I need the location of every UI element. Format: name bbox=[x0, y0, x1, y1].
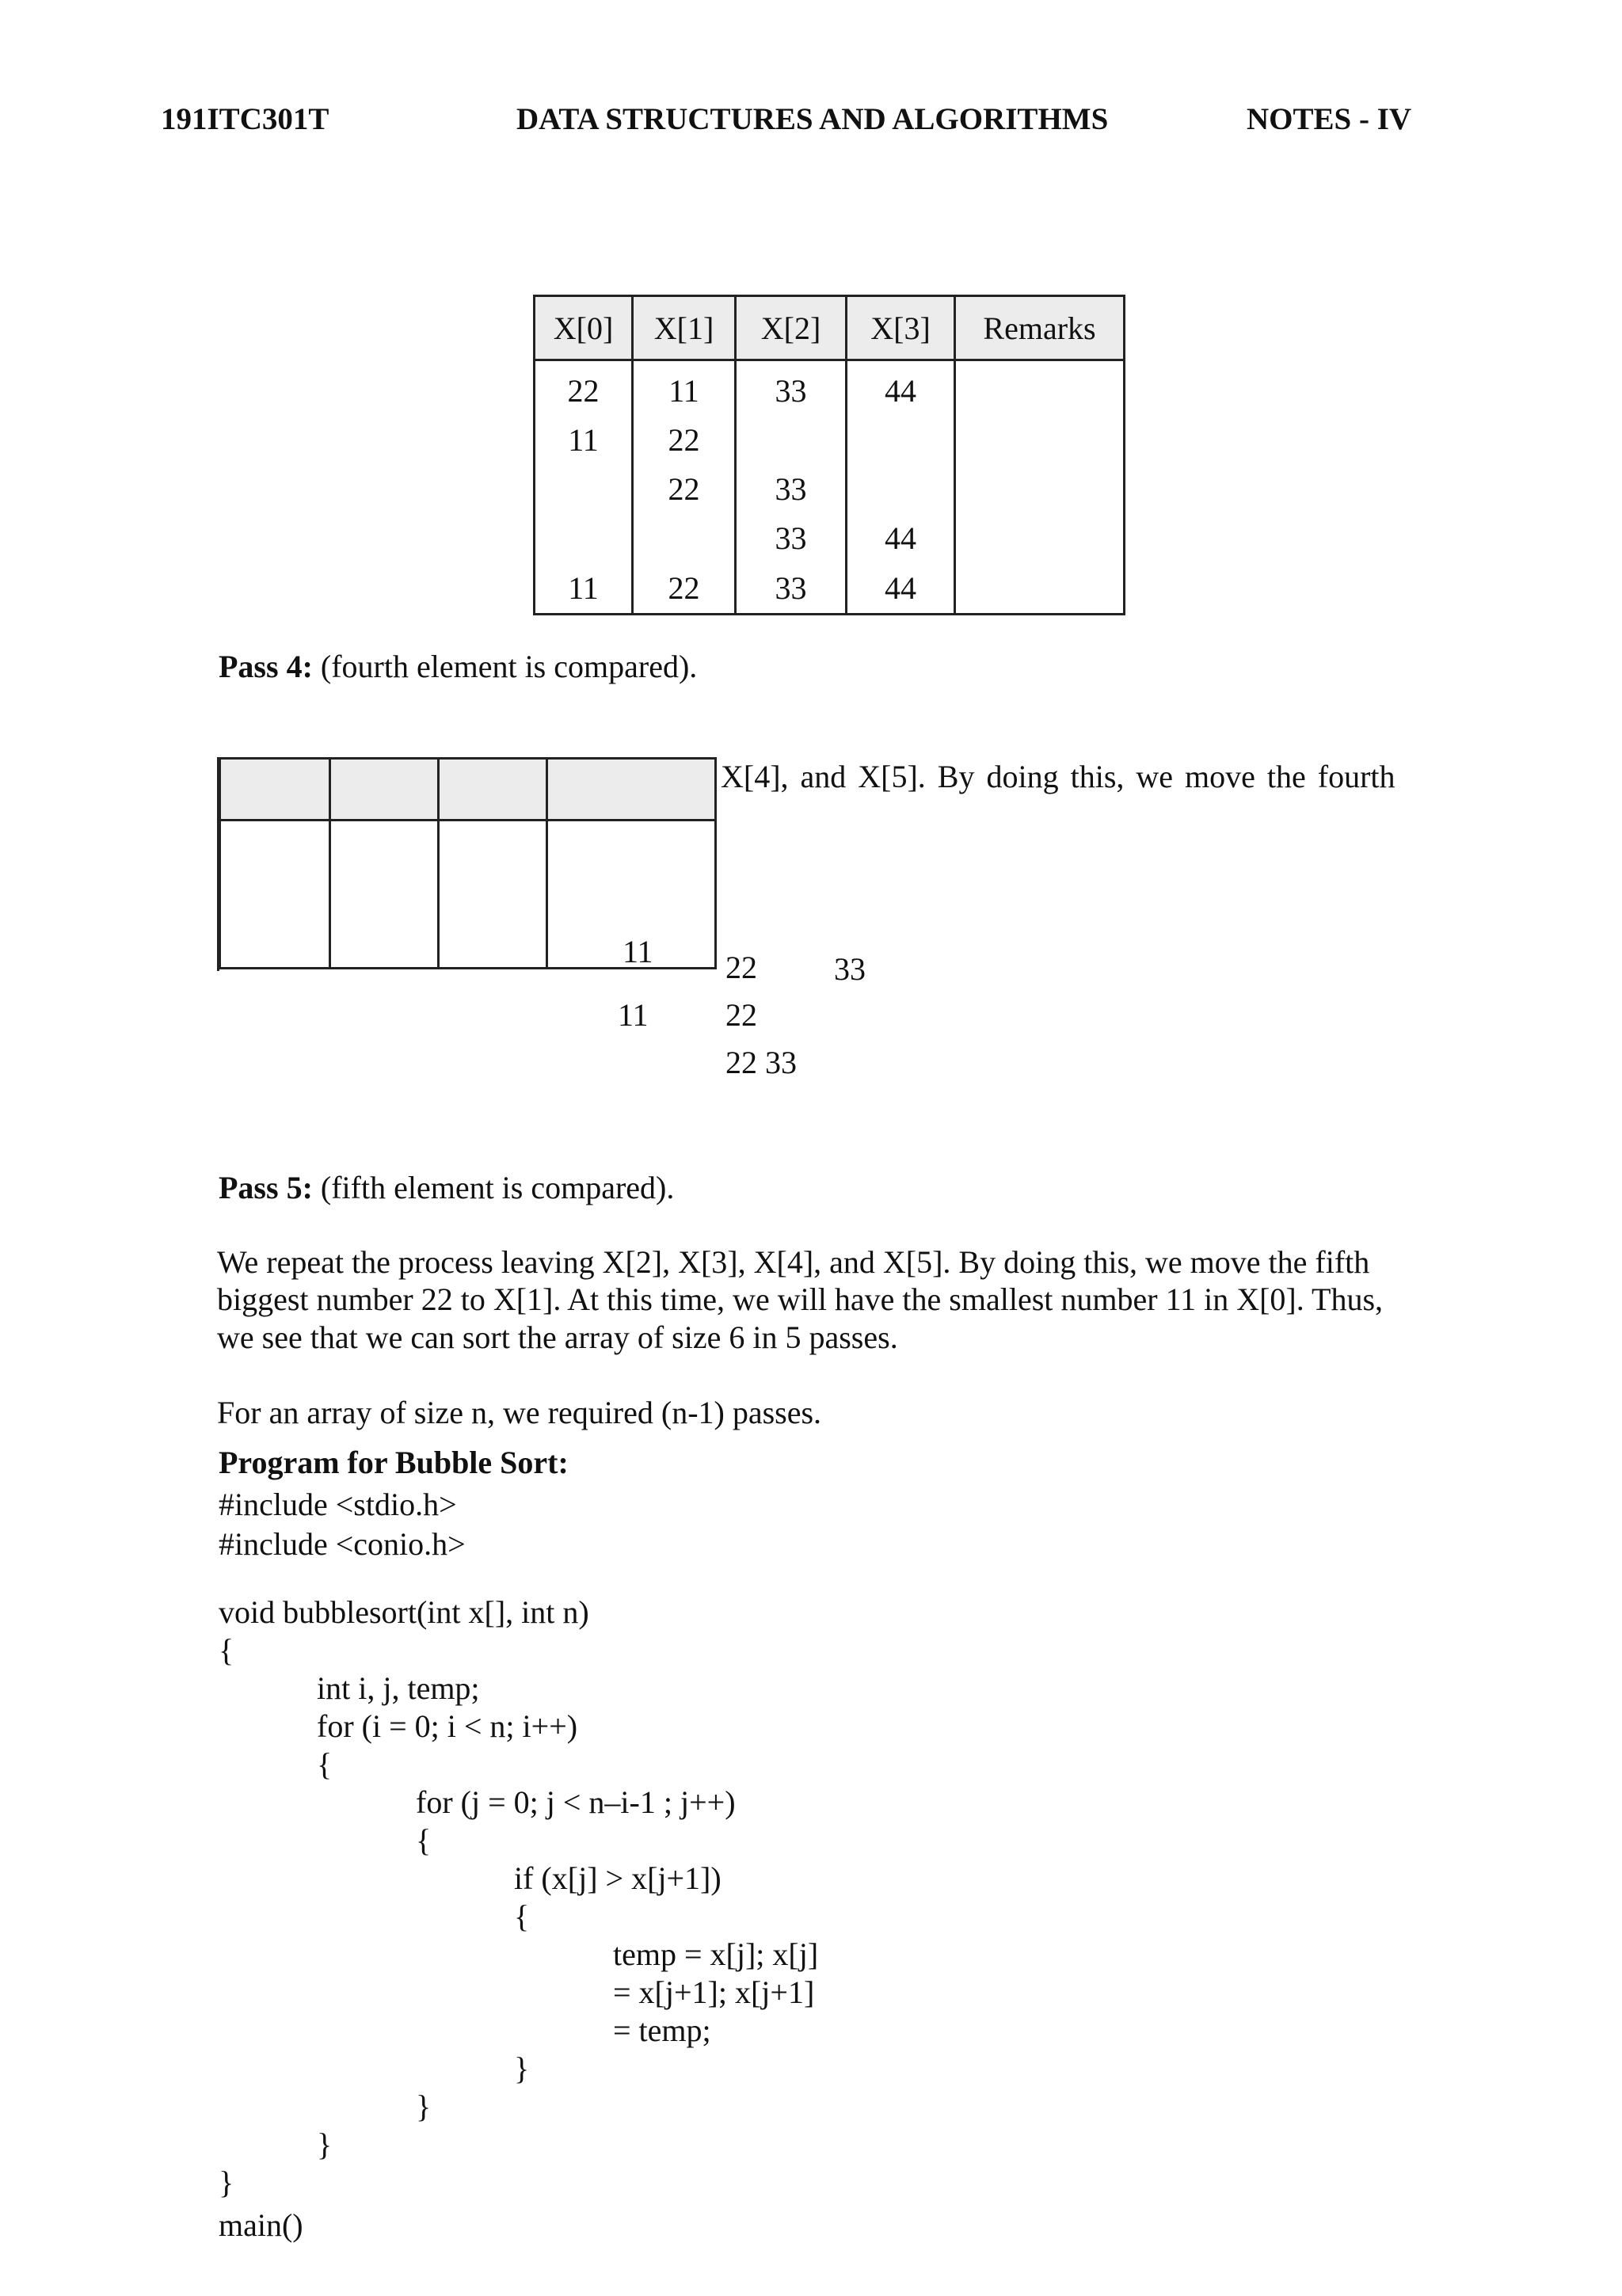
course-title: DATA STRUCTURES AND ALGORITHMS bbox=[516, 102, 1109, 136]
pass5-label: Pass 5: bbox=[219, 1170, 313, 1205]
column-header: X[0] bbox=[535, 296, 633, 360]
course-code: 191ITC301T bbox=[161, 102, 329, 136]
table-row bbox=[535, 415, 1125, 464]
empty-table bbox=[219, 757, 717, 969]
table-cell bbox=[847, 415, 955, 464]
table-cell: 33 bbox=[736, 562, 847, 615]
table-row bbox=[220, 821, 716, 969]
table-cell: 44 bbox=[847, 513, 955, 562]
table-cell bbox=[220, 821, 330, 969]
pass5-line: biggest number 22 to X[1]. At this time, we will have the smallest number 11 in X[0]. Thus, bbox=[217, 1281, 1384, 1317]
table-cell bbox=[955, 464, 1125, 513]
code-line: { bbox=[514, 1898, 530, 1934]
table-cell bbox=[847, 464, 955, 513]
table-cell bbox=[955, 562, 1125, 615]
table-cell: 11 bbox=[535, 562, 633, 615]
code-line: } bbox=[416, 2088, 432, 2124]
table-row bbox=[535, 513, 1125, 562]
table-cell bbox=[535, 464, 633, 513]
table-cell: 11 bbox=[535, 415, 633, 464]
column-header bbox=[330, 759, 439, 821]
program-title: Program for Bubble Sort: bbox=[219, 1445, 569, 1480]
table-cell bbox=[955, 415, 1125, 464]
code-line: { bbox=[219, 1632, 234, 1668]
table-cell bbox=[736, 415, 847, 464]
residual-value: 22 bbox=[725, 997, 757, 1033]
residual-value: 22 33 bbox=[725, 1045, 797, 1080]
column-header bbox=[220, 759, 330, 821]
code-line: int i, j, temp; bbox=[317, 1670, 480, 1706]
table-cell bbox=[633, 513, 736, 562]
code-line: } bbox=[317, 2127, 333, 2162]
notes-label: NOTES - IV bbox=[1247, 102, 1412, 136]
table-cell: 44 bbox=[847, 360, 955, 416]
residual-value: 11 bbox=[618, 997, 649, 1033]
summary-text: For an array of size n, we required (n-1) passes. bbox=[217, 1395, 822, 1430]
table-cell bbox=[439, 821, 547, 969]
code-line: { bbox=[317, 1746, 333, 1782]
code-line: for (j = 0; j < n–i-1 ; j++) bbox=[416, 1784, 736, 1820]
code-line: main() bbox=[219, 2207, 303, 2243]
table-cell: 22 bbox=[633, 562, 736, 615]
table-cell: 22 bbox=[633, 415, 736, 464]
table-row bbox=[535, 360, 1125, 416]
pass4-text: (fourth element is compared). bbox=[320, 649, 698, 684]
code-line: = x[j+1]; x[j+1] bbox=[613, 1974, 815, 2010]
code-line: #include <stdio.h> bbox=[219, 1487, 457, 1522]
table-cell bbox=[330, 821, 439, 969]
table-cell: 11 bbox=[633, 360, 736, 416]
pass3-table bbox=[533, 295, 1125, 615]
code-line: } bbox=[514, 2050, 530, 2086]
code-line: } bbox=[219, 2165, 234, 2200]
column-header: X[1] bbox=[633, 296, 736, 360]
pass5-heading bbox=[219, 1169, 674, 1207]
code-line: if (x[j] > x[j+1]) bbox=[514, 1860, 722, 1896]
table-cell bbox=[535, 513, 633, 562]
column-header: X[3] bbox=[847, 296, 955, 360]
table-cell: 33 bbox=[736, 360, 847, 416]
code-line: = temp; bbox=[613, 2012, 711, 2048]
table-cell bbox=[955, 360, 1125, 416]
column-header: X[2] bbox=[736, 296, 847, 360]
column-header bbox=[547, 759, 716, 821]
code-line: void bubblesort(int x[], int n) bbox=[219, 1594, 589, 1630]
pass5-text: (fifth element is compared). bbox=[320, 1170, 675, 1205]
column-header bbox=[439, 759, 547, 821]
pass4-label: Pass 4: bbox=[219, 649, 313, 684]
table-cell: 44 bbox=[847, 562, 955, 615]
table-header-row bbox=[220, 759, 716, 821]
code-line: { bbox=[416, 1822, 432, 1858]
table-cell: 22 bbox=[633, 464, 736, 513]
pass5-line: We repeat the process leaving X[2], X[3], X[4], and X[5]. By doing this, we move the fifth bbox=[217, 1244, 1370, 1280]
table-row bbox=[535, 464, 1125, 513]
pass4-heading bbox=[219, 648, 697, 686]
code-line: for (i = 0; i < n; i++) bbox=[317, 1708, 578, 1744]
code-line: temp = x[j]; x[j] bbox=[613, 1936, 819, 1972]
pass5-line: we see that we can sort the array of size 6 in 5 passes. bbox=[217, 1319, 898, 1355]
table-cell: 33 bbox=[736, 513, 847, 562]
table-header-row bbox=[535, 296, 1125, 360]
residual-value: 33 bbox=[834, 951, 866, 987]
table-cell bbox=[547, 821, 716, 969]
residual-value-clipped: 11 bbox=[623, 934, 653, 969]
residual-value: 22 bbox=[725, 950, 757, 985]
table-cell: 22 bbox=[535, 360, 633, 416]
table-cell bbox=[955, 513, 1125, 562]
pass4-partial-line: X[4], and X[5]. By doing this, we move the fourth bbox=[721, 759, 1395, 794]
column-header: Remarks bbox=[955, 296, 1125, 360]
table-cell: 33 bbox=[736, 464, 847, 513]
code-line: #include <conio.h> bbox=[219, 1526, 466, 1562]
table-row bbox=[535, 562, 1125, 615]
